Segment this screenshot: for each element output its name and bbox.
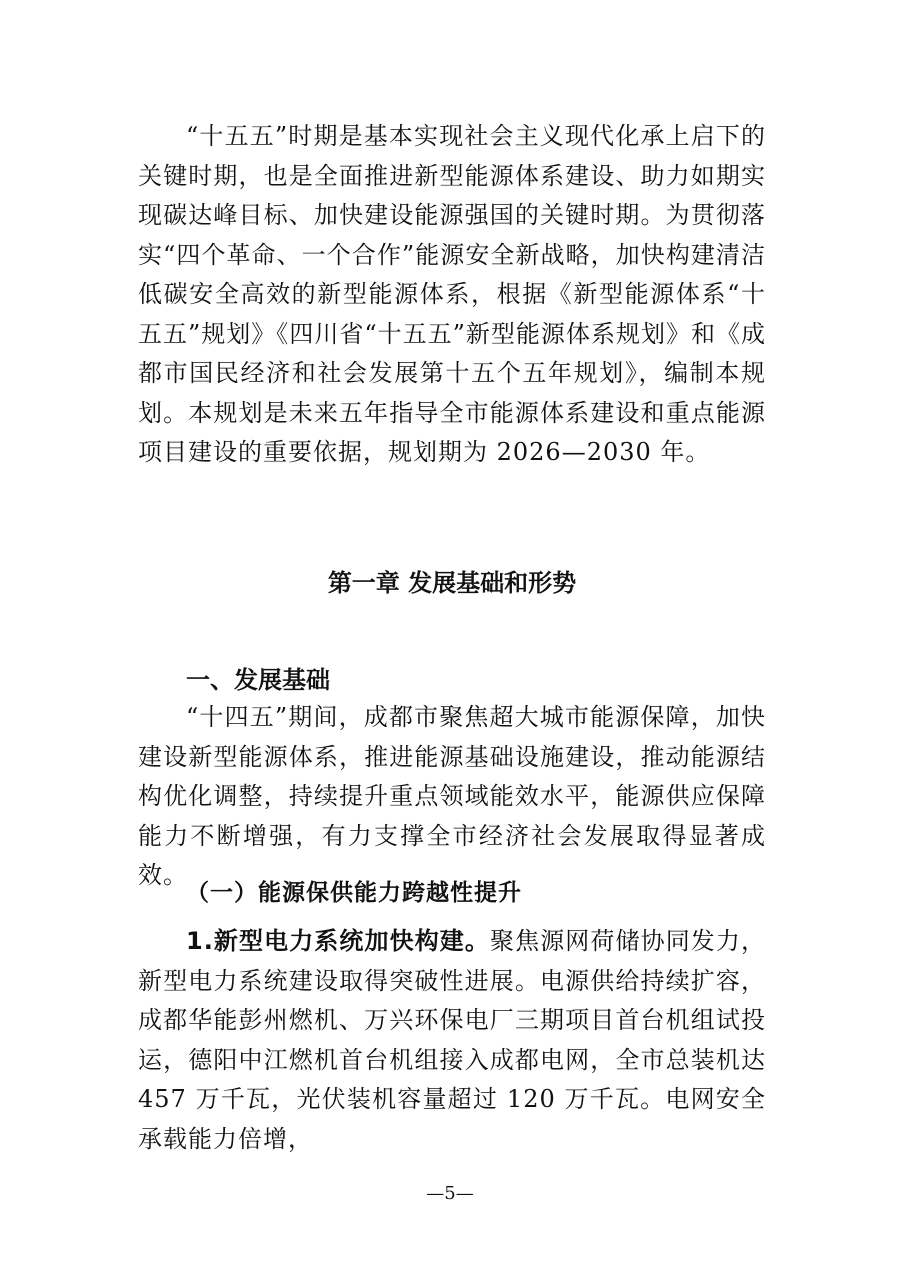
- intro-paragraph: “十五五”时期是基本实现社会主义现代化承上启下的关键时期，也是全面推进新型能源体系建设、助力如期实现碳达峰目标、加快建设能源强国的关键时期。为贯彻落实“四个革命、一个合作”能源安全新战略，加快构建清洁低碳安全高效的新型能源体系，根据《新型能源体系“十五五”规划》《四川省“十五五”新型能源体系规划》和《成都市国民经济和社会发展第十五个五年规划》，编制本规划。本规划是未来五年指导全市能源体系建设和重点能源项目建设的重要依据，规划期为 2026—2030 年。: [138, 122, 766, 466]
- section-title: 一、发展基础: [186, 666, 330, 694]
- section-paragraph: “十四五”期间，成都市聚焦超大城市能源保障，加快建设新型能源体系，推进能源基础设施建设，推动能源结构优化调整，持续提升重点领域能效水平，能源供应保障能力不断增强，有力支撑全市经济社会发展取得显著成效。: [138, 703, 766, 889]
- item-paragraph: [138, 922, 766, 1159]
- subsection-title: （一）能源保供能力跨越性提升: [186, 880, 522, 906]
- page-number: —5—: [426, 1183, 474, 1204]
- item-body: 聚焦源网荷储协同发力，新型电力系统建设取得突破性进展。电源供给持续扩容，成都华能彭州燃机、万兴环保电厂三期项目首台机组试投运，德阳中江燃机首台机组接入成都电网，全市总装机达 457 万千瓦，光伏装机容量超过 120 万千瓦。电网安全承载能力倍增，: [138, 927, 767, 1153]
- chapter-title: 第一章 发展基础和形势: [327, 569, 577, 597]
- item-lead: 1.新型电力系统加快构建。: [186, 927, 491, 955]
